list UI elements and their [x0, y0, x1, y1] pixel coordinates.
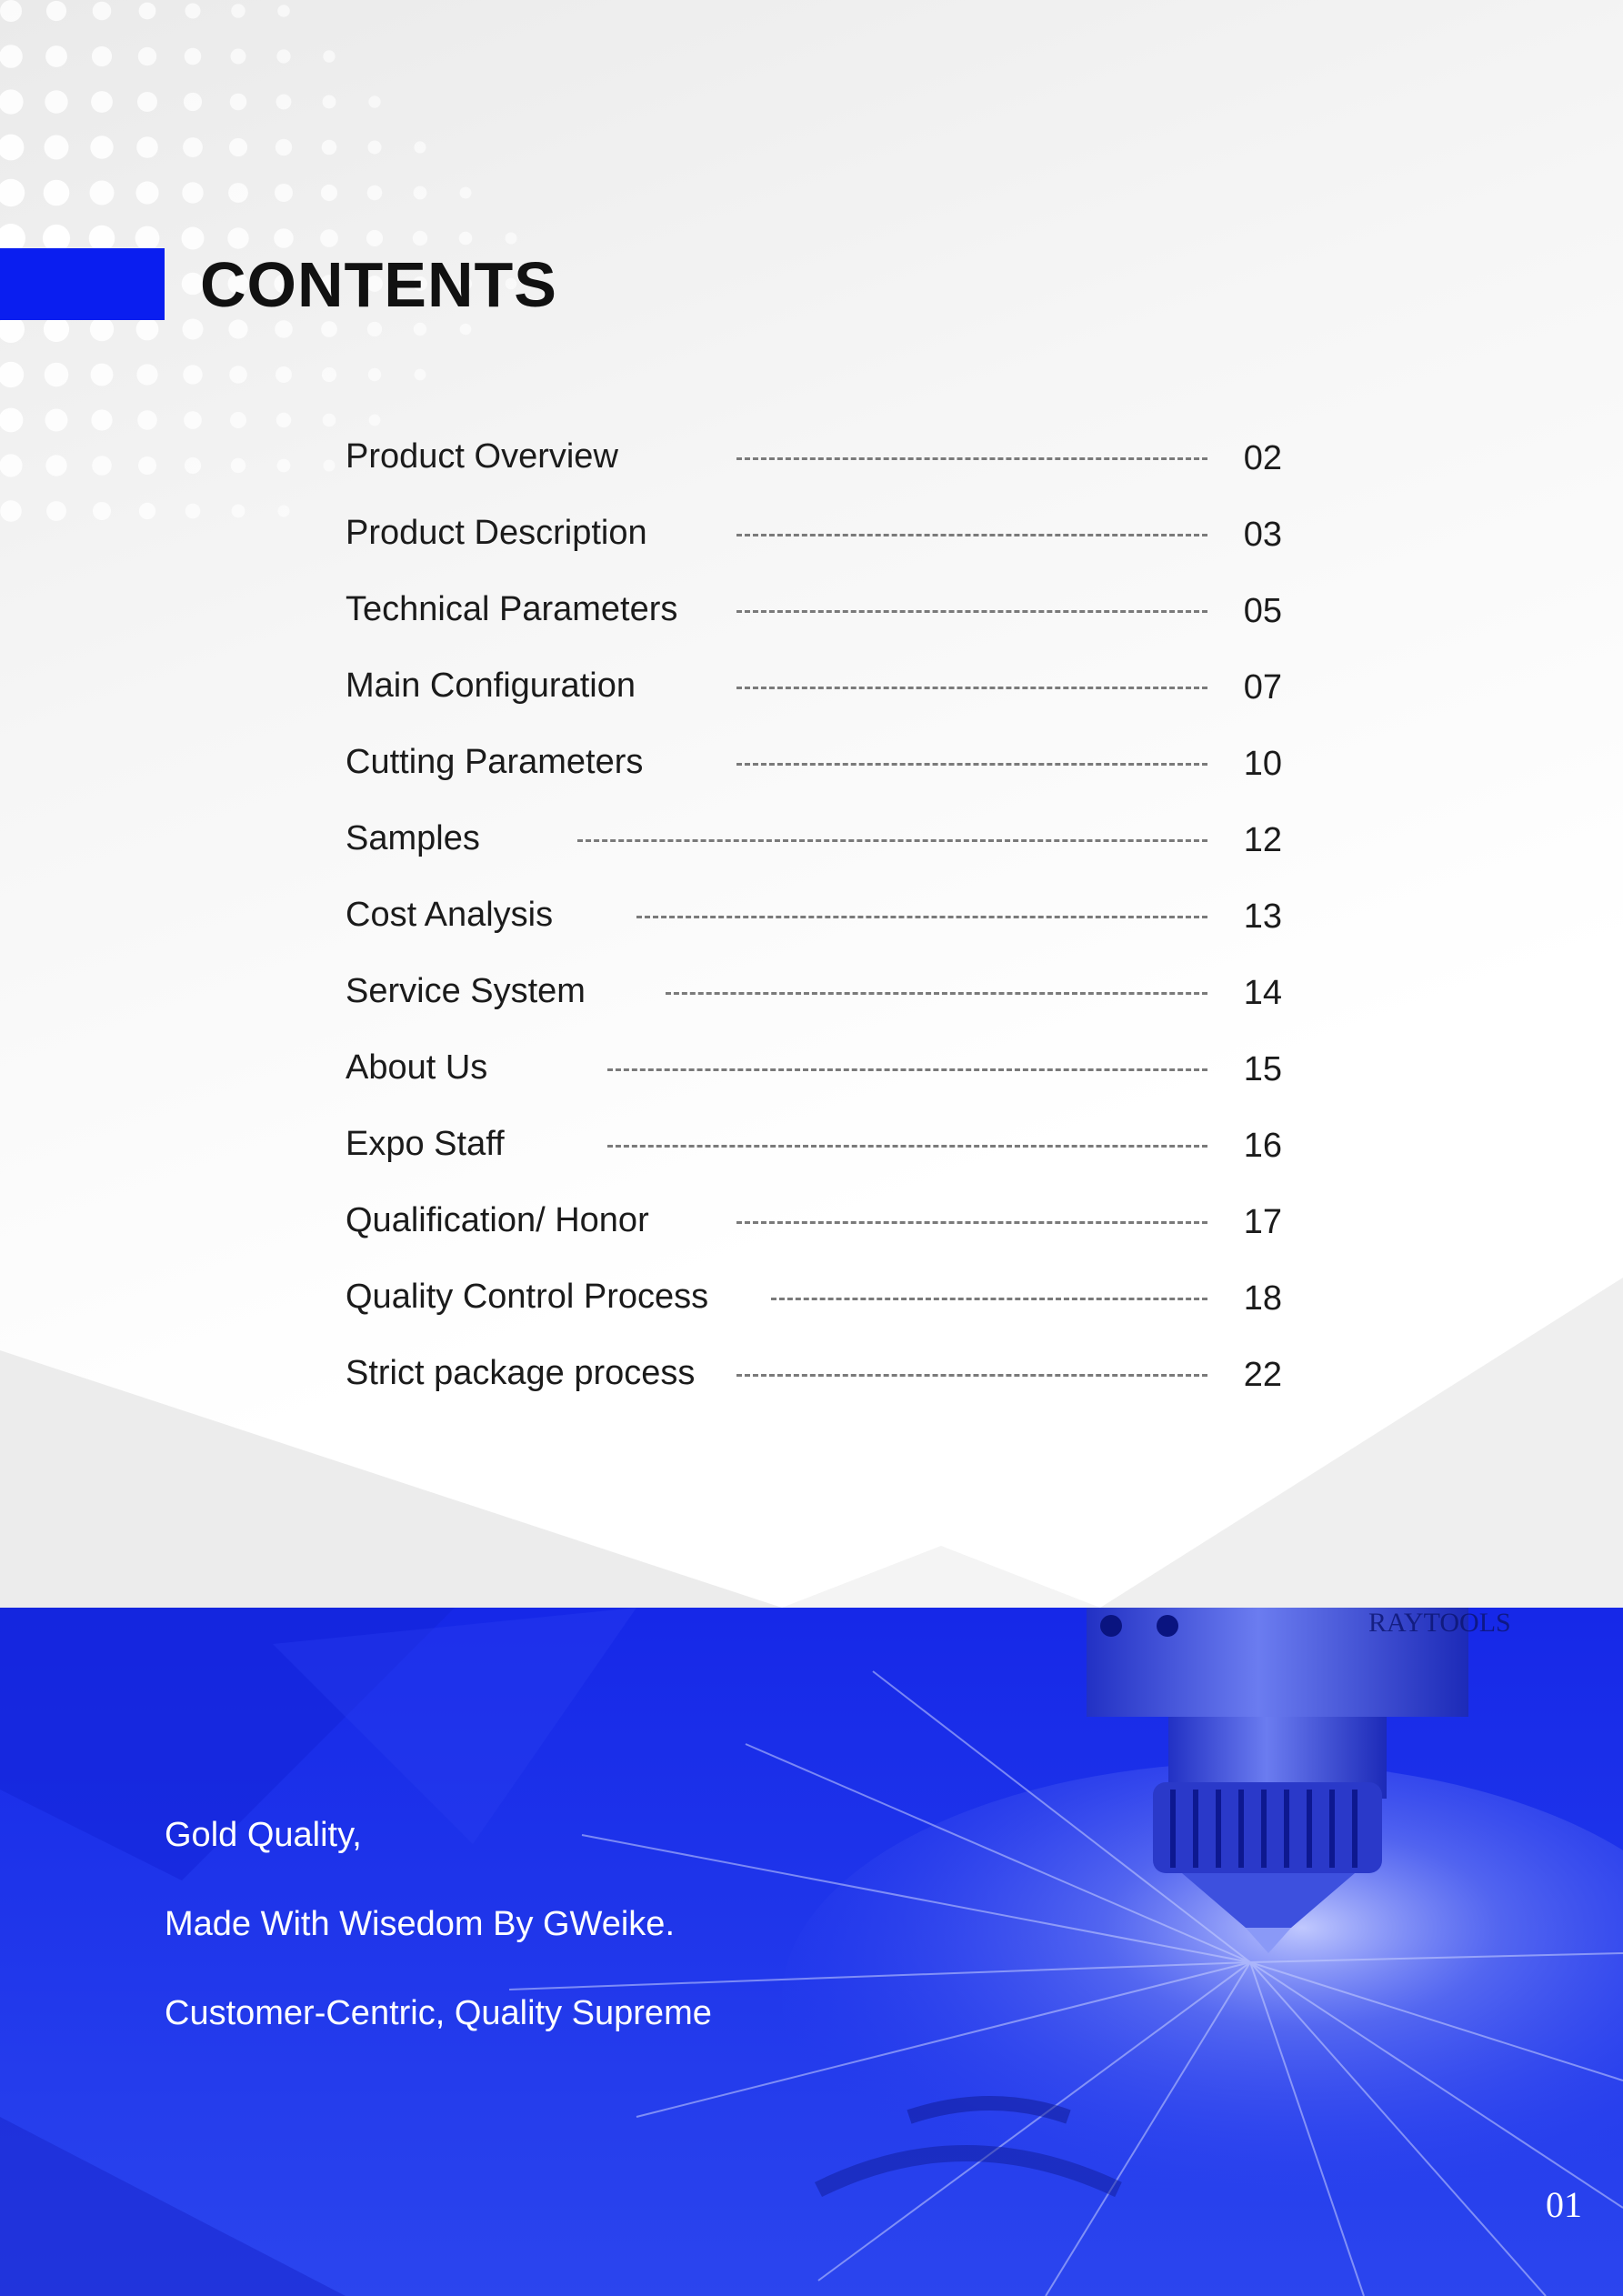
toc-entry[interactable]	[346, 506, 1282, 560]
page-title: CONTENTS	[200, 249, 557, 320]
toc-entry[interactable]	[346, 811, 1282, 866]
toc-entry-label: Strict package process	[346, 1354, 696, 1392]
toc-entry-label: Samples	[346, 819, 480, 857]
toc-entry-label: Main Configuration	[346, 667, 636, 705]
toc-entry-page-number: 16	[1243, 1127, 1282, 1165]
toc-entry-page-number: 17	[1243, 1203, 1282, 1241]
slogan-line-1: Gold Quality,	[165, 1816, 362, 1854]
toc-entry-page-number: 15	[1243, 1050, 1282, 1088]
toc-entry[interactable]	[346, 887, 1282, 942]
toc-entry-label: Qualification/ Honor	[346, 1201, 649, 1239]
toc-entry-page-number: 22	[1243, 1356, 1282, 1394]
toc-dotted-leader	[636, 916, 1207, 918]
toc-entry-page-number: 02	[1243, 439, 1282, 477]
toc-entry[interactable]	[346, 735, 1282, 789]
toc-dotted-leader	[607, 1068, 1207, 1071]
toc-entry-label: Cutting Parameters	[346, 743, 644, 781]
toc-entry-label: Quality Control Process	[346, 1278, 709, 1316]
toc-dotted-leader	[666, 992, 1207, 995]
toc-entry[interactable]	[346, 1040, 1282, 1095]
toc-entry[interactable]	[346, 582, 1282, 637]
toc-entry-page-number: 18	[1243, 1279, 1282, 1318]
toc-dotted-leader	[736, 763, 1207, 766]
toc-dotted-leader	[736, 534, 1207, 536]
toc-entry-page-number: 14	[1243, 974, 1282, 1012]
toc-entry-label: Product Overview	[346, 437, 618, 476]
nozzle-brand-label: RAYTOOLS	[1368, 1608, 1511, 1638]
toc-entry-label: Expo Staff	[346, 1125, 505, 1163]
toc-entry-page-number: 12	[1243, 821, 1282, 859]
toc-dotted-leader	[736, 1374, 1207, 1377]
toc-entry-page-number: 05	[1243, 592, 1282, 630]
toc-dotted-leader	[736, 610, 1207, 613]
toc-entry[interactable]	[346, 1346, 1282, 1400]
toc-entry-page-number: 03	[1243, 516, 1282, 554]
toc-entry[interactable]	[346, 429, 1282, 484]
toc-entry-label: Service System	[346, 972, 586, 1010]
toc-entry[interactable]	[346, 1269, 1282, 1324]
slogan-line-2: Made With Wisedom By GWeike.	[165, 1905, 676, 1943]
toc-entry-label: Product Description	[346, 514, 647, 552]
toc-dotted-leader	[736, 457, 1207, 460]
toc-entry[interactable]	[346, 1117, 1282, 1171]
bottom-banner	[0, 1608, 1623, 2296]
toc-entry-page-number: 07	[1243, 668, 1282, 707]
toc-dotted-leader	[771, 1298, 1207, 1300]
slogan-line-3: Customer-Centric, Quality Supreme	[165, 1994, 712, 2032]
toc-entry-label: Cost Analysis	[346, 896, 554, 934]
toc-entry[interactable]	[346, 964, 1282, 1018]
toc-entry[interactable]	[346, 658, 1282, 713]
laser-cutting-head-icon	[0, 1608, 1623, 2296]
toc-entry-label: Technical Parameters	[346, 590, 678, 628]
toc-dotted-leader	[607, 1145, 1207, 1148]
toc-dotted-leader	[577, 839, 1207, 842]
toc-entry-page-number: 13	[1243, 897, 1282, 936]
toc-entry-label: About Us	[346, 1048, 488, 1087]
toc-dotted-leader	[736, 1221, 1207, 1224]
toc-entry-page-number: 10	[1243, 745, 1282, 783]
page-number: 01	[1546, 2184, 1582, 2225]
toc-dotted-leader	[736, 687, 1207, 689]
toc-entry[interactable]	[346, 1193, 1282, 1248]
